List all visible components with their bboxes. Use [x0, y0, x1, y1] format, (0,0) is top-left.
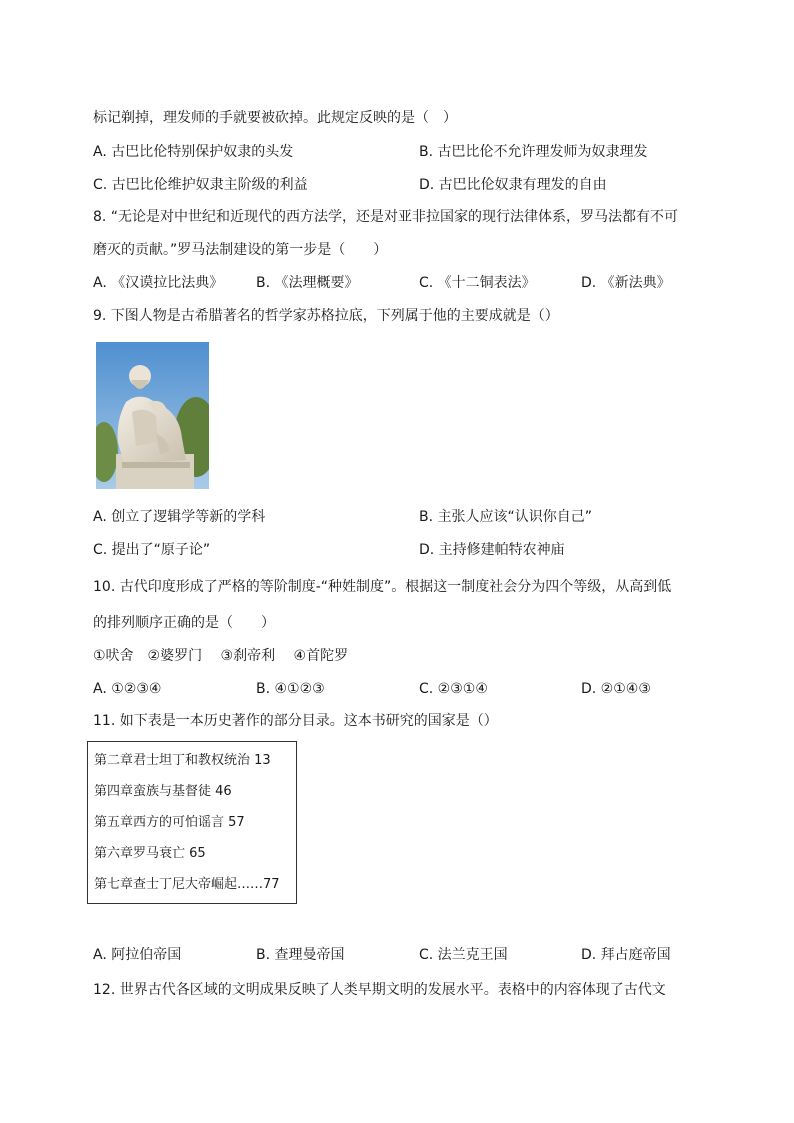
- q10-option-a: A. ①②③④: [93, 681, 162, 697]
- q8-stem-line2: 磨灭的贡献。”罗马法制建设的第一步是（ ）: [93, 242, 388, 258]
- q10-option-b: B. ④①②③: [256, 681, 325, 697]
- q7-option-d: D. 古巴比伦奴隶有理发的自由: [419, 177, 607, 193]
- toc-row: 第四章蛮族与基督徒 46: [94, 784, 232, 799]
- q11-stem: 11. 如下表是一本历史著作的部分目录。这本书研究的国家是（）: [93, 713, 498, 729]
- q8-option-a: A. 《汉谟拉比法典》: [93, 275, 224, 291]
- q9-option-d: D. 主持修建帕特农神庙: [419, 542, 565, 558]
- toc-row: 第五章西方的可怕谣言 57: [94, 815, 245, 830]
- q7-option-c: C. 古巴比伦维护奴隶主阶级的利益: [93, 177, 308, 193]
- q10-option-d: D. ②①④③: [581, 681, 651, 697]
- q9-stem: 9. 下图人物是古希腊著名的哲学家苏格拉底，下列属于他的主要成就是（）: [93, 308, 559, 324]
- q8-stem-line1: 8. “无论是对中世纪和近现代的西方法学，还是对亚非拉国家的现行法律体系，罗马法都有不可: [93, 209, 679, 225]
- q8-option-d: D. 《新法典》: [581, 275, 671, 291]
- q7-option-a: A. 古巴比伦特别保护奴隶的头发: [93, 144, 294, 160]
- q7-option-b: B. 古巴比伦不允许理发师为奴隶理发: [419, 144, 648, 160]
- q9-option-a: A. 创立了逻辑学等新的学科: [93, 509, 266, 525]
- q11-option-c: C. 法兰克王国: [419, 947, 508, 963]
- q11-option-d: D. 拜占庭帝国: [581, 947, 671, 963]
- q12-stem: 12. 世界古代各区域的文明成果反映了人类早期文明的发展水平。表格中的内容体现了古代文: [93, 982, 666, 998]
- q10-stem-line1: 10. 古代印度形成了严格的等阶制度-“种姓制度”。根据这一制度社会分为四个等级，从高到低: [93, 579, 672, 595]
- q10-caste-items: ①吠舍 ②婆罗门 ③刹帝利 ④首陀罗: [93, 648, 349, 664]
- q11-option-b: B. 查理曼帝国: [256, 947, 345, 963]
- toc-row: 第二章君士坦丁和教权统治 13: [94, 753, 271, 768]
- q11-option-a: A. 阿拉伯帝国: [93, 947, 182, 963]
- socrates-statue-photo: [96, 342, 209, 489]
- q8-option-b: B. 《法理概要》: [256, 275, 359, 291]
- q9-option-c: C. 提出了“原子论”: [93, 542, 211, 558]
- q8-option-c: C. 《十二铜表法》: [419, 275, 536, 291]
- q7-stem-continuation: 标记剃掉，理发师的手就要被砍掉。此规定反映的是（ ）: [93, 110, 457, 126]
- toc-row: 第七章查士丁尼大帝崛起……77: [94, 877, 280, 892]
- toc-row: 第六章罗马衰亡 65: [94, 846, 206, 861]
- q10-stem-line2: 的排列顺序正确的是（ ）: [93, 615, 275, 631]
- q10-option-c: C. ②③①④: [419, 681, 488, 697]
- table-of-contents-box: [87, 741, 297, 904]
- q9-option-b: B. 主张人应该“认识你自己”: [419, 509, 593, 525]
